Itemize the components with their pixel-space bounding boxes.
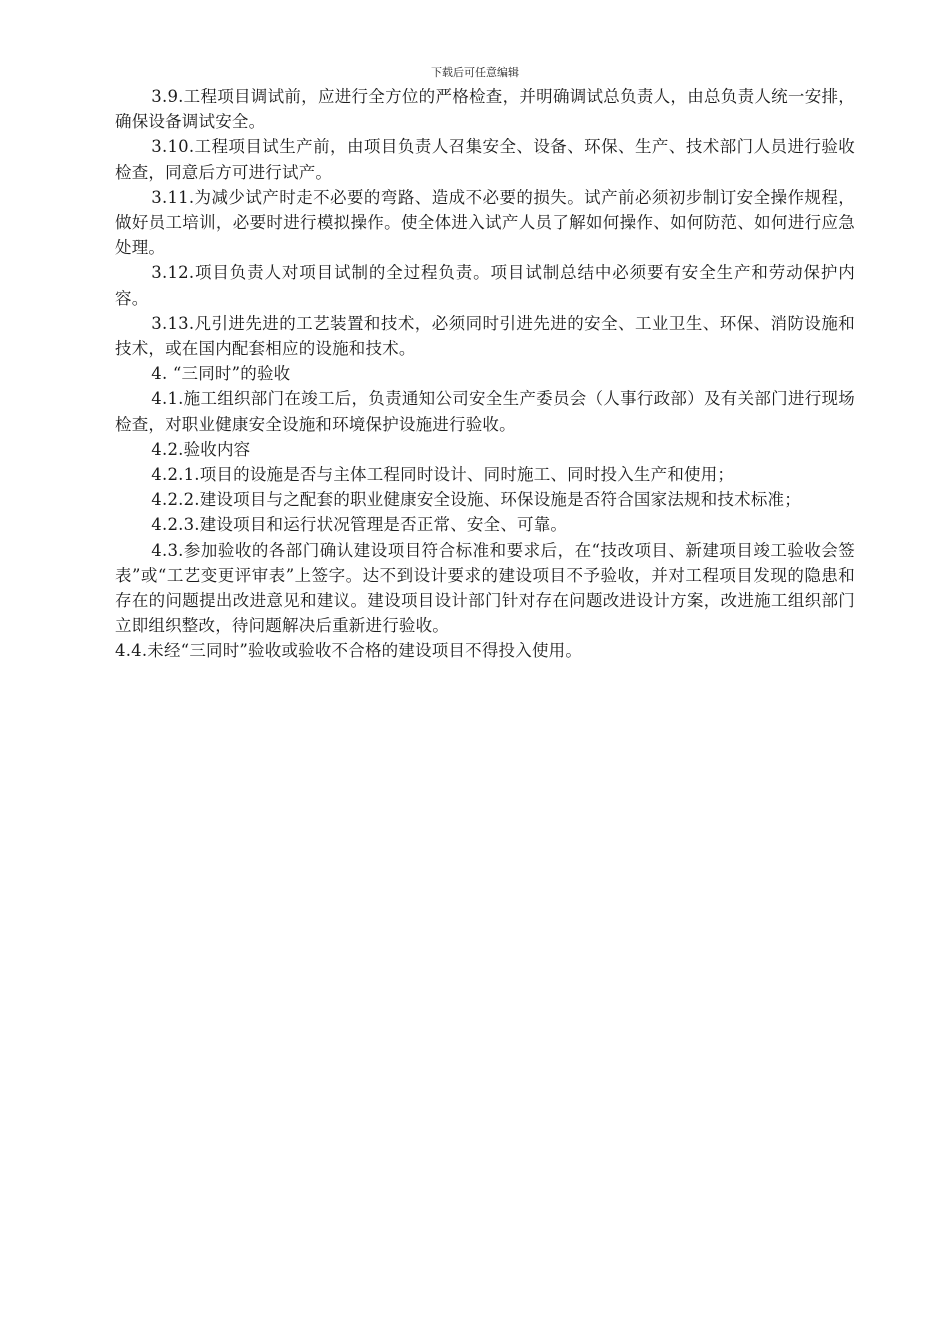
paragraph-3-13: 3.13.凡引进先进的工艺装置和技术，必须同时引进先进的安全、工业卫生、环保、消防设施和技术，或在国内配套相应的设施和技术。 bbox=[115, 313, 855, 359]
paragraph-3-10: 3.10.工程项目试生产前，由项目负责人召集安全、设备、环保、生产、技术部门人员进行验收检查，同意后方可进行试产。 bbox=[115, 137, 855, 182]
paragraph-4-3: 4.3.参加验收的各部门确认建设项目符合标准和要求后，在“技改项目、新建项目竣工验收会签表”或“工艺变更评审表”上签字。达不到设计要求的建设项目不予验收，并对工程项目发现的隐患和存在的问题提出改进意见和建议。建设项目设计部门针对存在问题改进设计方案，改进施工组织部门立即组织整改，待问题解决后重新进行验收。 bbox=[115, 540, 855, 636]
paragraph-4-4: 4.4.未经“三同时”验收或验收不合格的建设项目不得投入使用。 bbox=[115, 641, 583, 661]
paragraph-4-2-1: 4.2.1.项目的设施是否与主体工程同时设计、同时施工、同时投入生产和使用； bbox=[151, 465, 735, 485]
paragraph-4-2-3: 4.2.3.建设项目和运行状况管理是否正常、安全、可靠。 bbox=[151, 515, 568, 535]
paragraph-4-1: 4.1.施工组织部门在竣工后，负责通知公司安全生产委员会（人事行政部）及有关部门进行现场检查，对职业健康安全设施和环境保护设施进行验收。 bbox=[115, 389, 855, 434]
paragraph-3-11: 3.11.为减少试产时走不必要的弯路、造成不必要的损失。试产前必须初步制订安全操作规程，做好员工培训，必要时进行模拟操作。使全体进入试产人员了解如何操作、如何防范、如何进行应急处理。 bbox=[115, 187, 855, 258]
header-note: 下载后可任意编辑 bbox=[431, 66, 519, 79]
section-heading-4: 4. “三同时”的验收 bbox=[151, 364, 291, 384]
paragraph-3-9: 3.9.工程项目调试前，应进行全方位的严格检查，并明确调试总负责人，由总负责人统一安排，确保设备调试安全。 bbox=[115, 87, 855, 132]
document-body bbox=[115, 84, 855, 664]
paragraph-4-2-2: 4.2.2.建设项目与之配套的职业健康安全设施、环保设施是否符合国家法规和技术标准； bbox=[151, 490, 801, 510]
paragraph-4-2: 4.2.验收内容 bbox=[151, 439, 251, 459]
paragraph-3-12: 3.12.项目负责人对项目试制的全过程负责。项目试制总结中必须要有安全生产和劳动保护内容。 bbox=[115, 263, 855, 308]
